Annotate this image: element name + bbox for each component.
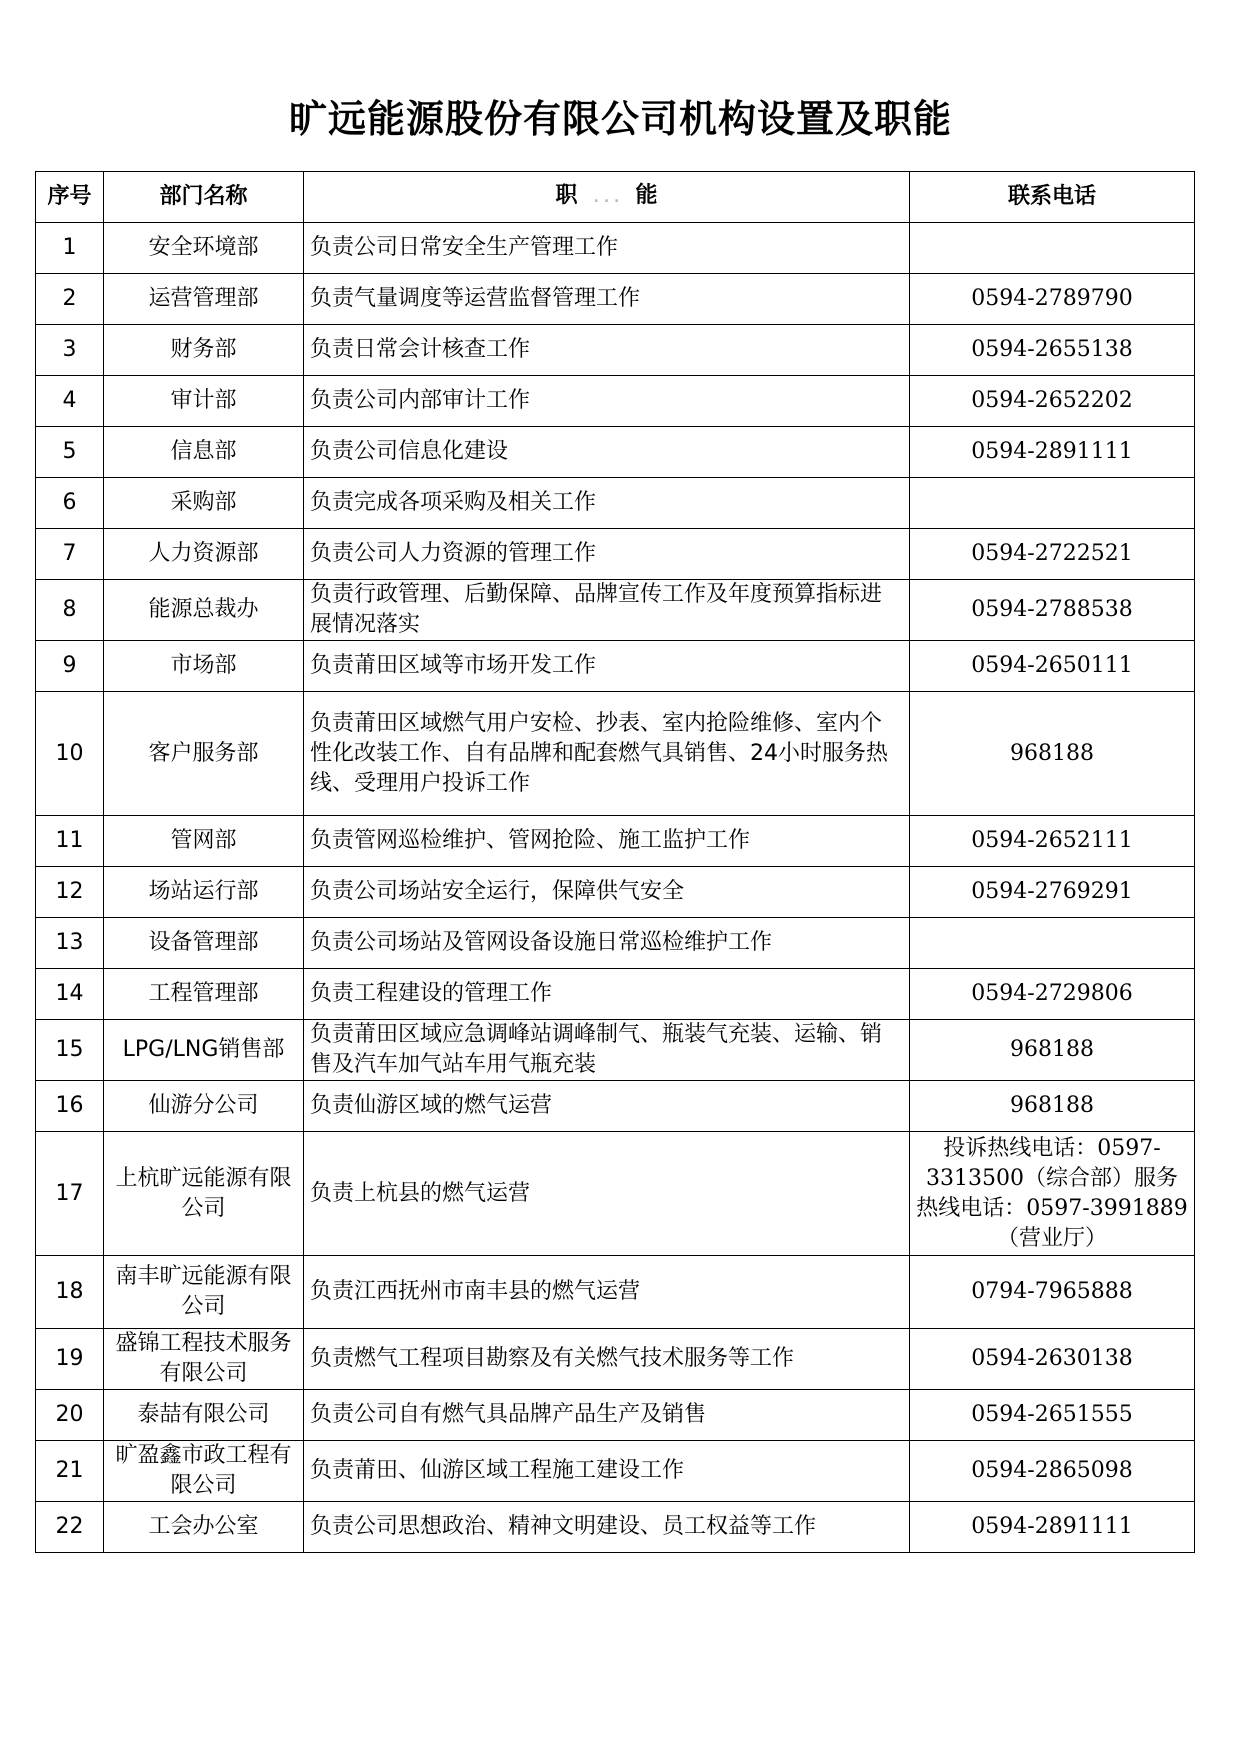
row-function: 负责莆田区域等市场开发工作: [304, 641, 910, 692]
row-phone: [910, 918, 1195, 969]
row-dept-name: 市场部: [104, 641, 304, 692]
row-phone: 0594-2788538: [910, 580, 1195, 641]
row-dept-name: 设备管理部: [104, 918, 304, 969]
table-row: [36, 223, 1195, 274]
row-seq: 8: [36, 580, 104, 641]
table-row: [36, 867, 1195, 918]
table-row: [36, 580, 1195, 641]
table-row: [36, 376, 1195, 427]
row-dept-name: 人力资源部: [104, 529, 304, 580]
row-dept-name: 审计部: [104, 376, 304, 427]
row-function: 负责莆田区域燃气用户安检、抄表、室内抢险维修、室内个性化改装工作、自有品牌和配套燃气具销售、24小时服务热线、受理用户投诉工作: [304, 692, 910, 816]
table-row: [36, 641, 1195, 692]
row-dept-name: 信息部: [104, 427, 304, 478]
table-row: [36, 1390, 1195, 1441]
row-function: 负责公司人力资源的管理工作: [304, 529, 910, 580]
row-dept-name: 工程管理部: [104, 969, 304, 1020]
header-func-dots: . . .: [593, 190, 620, 206]
page-title: 旷远能源股份有限公司机构设置及职能: [288, 97, 952, 141]
row-function: 负责公司场站及管网设备设施日常巡检维护工作: [304, 918, 910, 969]
row-phone: 0594-2652111: [910, 816, 1195, 867]
row-seq: 21: [36, 1441, 104, 1502]
row-function: 负责日常会计核查工作: [304, 325, 910, 376]
row-function: 负责公司思想政治、精神文明建设、员工权益等工作: [304, 1502, 910, 1553]
row-dept-name: 上杭旷远能源有限公司: [104, 1132, 304, 1256]
table-row: [36, 918, 1195, 969]
row-function: 负责公司内部审计工作: [304, 376, 910, 427]
row-seq: 2: [36, 274, 104, 325]
row-function: 负责莆田区域应急调峰站调峰制气、瓶装气充装、运输、销售及汽车加气站车用气瓶充装: [304, 1020, 910, 1081]
row-seq: 19: [36, 1329, 104, 1390]
row-seq: 12: [36, 867, 104, 918]
table-header-row: [36, 172, 1195, 223]
row-phone: 0594-2655138: [910, 325, 1195, 376]
row-function: 负责公司自有燃气具品牌产品生产及销售: [304, 1390, 910, 1441]
row-dept-name: 客户服务部: [104, 692, 304, 816]
row-seq: 14: [36, 969, 104, 1020]
row-phone: 0594-2652202: [910, 376, 1195, 427]
row-dept-name: 能源总裁办: [104, 580, 304, 641]
table-row: [36, 1256, 1195, 1329]
row-seq: 18: [36, 1256, 104, 1329]
row-seq: 3: [36, 325, 104, 376]
row-dept-name: 工会办公室: [104, 1502, 304, 1553]
row-function: 负责仙游区域的燃气运营: [304, 1081, 910, 1132]
table-row: [36, 1020, 1195, 1081]
table-row: [36, 1081, 1195, 1132]
header-func-b: 能: [635, 183, 658, 208]
row-phone: 0594-2891111: [910, 427, 1195, 478]
row-seq: 15: [36, 1020, 104, 1081]
header-func: [304, 172, 910, 223]
row-seq: 7: [36, 529, 104, 580]
row-function: 负责江西抚州市南丰县的燃气运营: [304, 1256, 910, 1329]
table-row: [36, 692, 1195, 816]
row-seq: 16: [36, 1081, 104, 1132]
row-phone: 0594-2729806: [910, 969, 1195, 1020]
row-function: 负责公司信息化建设: [304, 427, 910, 478]
table-row: [36, 1502, 1195, 1553]
table-row: [36, 816, 1195, 867]
row-seq: 5: [36, 427, 104, 478]
row-dept-name: 采购部: [104, 478, 304, 529]
row-dept-name: 场站运行部: [104, 867, 304, 918]
row-phone: 968188: [910, 692, 1195, 816]
row-seq: 22: [36, 1502, 104, 1553]
row-function: 负责公司日常安全生产管理工作: [304, 223, 910, 274]
row-phone: 0594-2722521: [910, 529, 1195, 580]
row-dept-name: 安全环境部: [104, 223, 304, 274]
row-seq: 17: [36, 1132, 104, 1256]
row-seq: 9: [36, 641, 104, 692]
header-dept: 部门名称: [104, 172, 304, 223]
table-row: [36, 427, 1195, 478]
row-seq: 1: [36, 223, 104, 274]
row-dept-name: 旷盈鑫市政工程有限公司: [104, 1441, 304, 1502]
row-seq: 6: [36, 478, 104, 529]
row-phone: 0594-2891111: [910, 1502, 1195, 1553]
row-phone: 968188: [910, 1020, 1195, 1081]
header-func-a: 职: [555, 183, 578, 208]
row-phone: 968188: [910, 1081, 1195, 1132]
org-structure-table: [35, 171, 1195, 1553]
row-seq: 10: [36, 692, 104, 816]
row-phone: 投诉热线电话：0597-3313500（综合部）服务热线电话：0597-3991889（营业厅）: [910, 1132, 1195, 1256]
row-function: 负责管网巡检维护、管网抢险、施工监护工作: [304, 816, 910, 867]
table-row: [36, 1329, 1195, 1390]
table-row: [36, 1441, 1195, 1502]
row-seq: 20: [36, 1390, 104, 1441]
table-row: [36, 325, 1195, 376]
row-function: 负责莆田、仙游区域工程施工建设工作: [304, 1441, 910, 1502]
row-function: 负责上杭县的燃气运营: [304, 1132, 910, 1256]
row-dept-name: 泰喆有限公司: [104, 1390, 304, 1441]
table-row: [36, 1132, 1195, 1256]
table-row: [36, 274, 1195, 325]
row-seq: 13: [36, 918, 104, 969]
row-phone: 0794-7965888: [910, 1256, 1195, 1329]
row-function: 负责燃气工程项目勘察及有关燃气技术服务等工作: [304, 1329, 910, 1390]
row-function: 负责气量调度等运营监督管理工作: [304, 274, 910, 325]
row-function: 负责完成各项采购及相关工作: [304, 478, 910, 529]
row-dept-name: 管网部: [104, 816, 304, 867]
row-phone: 0594-2769291: [910, 867, 1195, 918]
row-phone: 0594-2789790: [910, 274, 1195, 325]
row-function: 负责行政管理、后勤保障、品牌宣传工作及年度预算指标进展情况落实: [304, 580, 910, 641]
row-dept-name: 仙游分公司: [104, 1081, 304, 1132]
row-seq: 11: [36, 816, 104, 867]
row-phone: 0594-2650111: [910, 641, 1195, 692]
row-dept-name: LPG/LNG销售部: [104, 1020, 304, 1081]
row-seq: 4: [36, 376, 104, 427]
table-row: [36, 478, 1195, 529]
table-row: [36, 969, 1195, 1020]
row-dept-name: 南丰旷远能源有限公司: [104, 1256, 304, 1329]
header-phone: 联系电话: [910, 172, 1195, 223]
header-seq: 序号: [36, 172, 104, 223]
row-function: 负责工程建设的管理工作: [304, 969, 910, 1020]
row-dept-name: 盛锦工程技术服务有限公司: [104, 1329, 304, 1390]
row-dept-name: 财务部: [104, 325, 304, 376]
row-phone: [910, 223, 1195, 274]
row-function: 负责公司场站安全运行，保障供气安全: [304, 867, 910, 918]
row-phone: 0594-2865098: [910, 1441, 1195, 1502]
table-row: [36, 529, 1195, 580]
row-dept-name: 运营管理部: [104, 274, 304, 325]
row-phone: 0594-2651555: [910, 1390, 1195, 1441]
table-body: [36, 223, 1195, 1553]
row-phone: 0594-2630138: [910, 1329, 1195, 1390]
row-phone: [910, 478, 1195, 529]
